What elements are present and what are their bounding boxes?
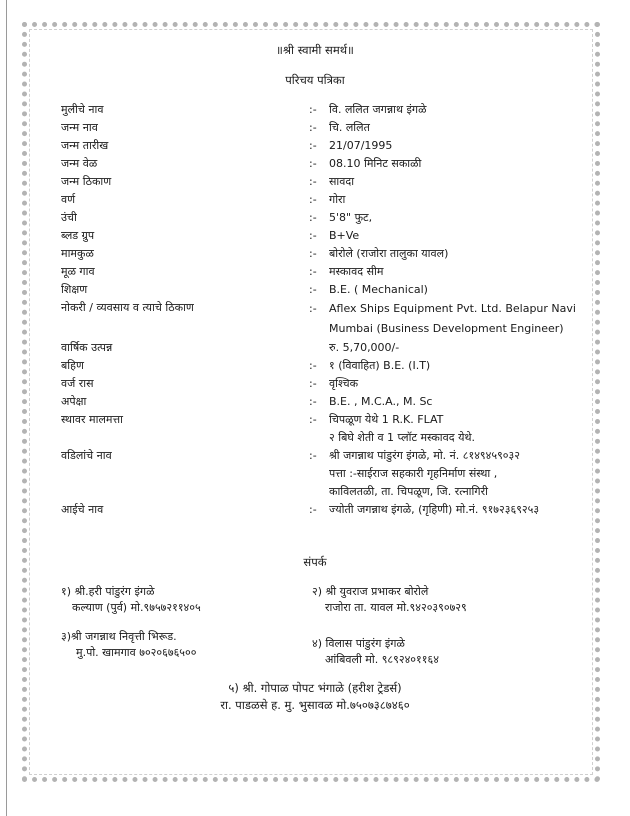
contact-5-details: रा. पाडळसे ह. मु. भुसावळ मो.७५०७३८७४६० xyxy=(220,698,410,712)
contact-4-details: आंबिवली मो. ९८९२४०११६४ xyxy=(325,653,439,666)
field-separator: :- xyxy=(309,193,317,206)
contact-5-name: ५) श्री. गोपाळ पोपट भंगाळे (हरीश ट्रेडर्स) xyxy=(228,681,402,695)
field-value-education: B.E. ( Mechanical) xyxy=(329,283,428,296)
field-value-maternal-family: बोरोले (राजोरा तालुका यावल) xyxy=(329,247,449,260)
field-separator: :- xyxy=(309,229,317,242)
field-label-occupation: नोकरी / व्यवसाय व त्याचे ठिकाण xyxy=(61,301,194,314)
invocation-heading: ॥श्री स्वामी समर्थ॥ xyxy=(276,43,354,57)
field-value-native-place: मस्कावद सीम xyxy=(329,265,384,278)
field-value-birth-time: 08.10 मिनिट सकाळी xyxy=(329,157,422,170)
document-title: परिचय पत्रिका xyxy=(285,73,345,87)
field-value-blood-group: B+Ve xyxy=(329,229,360,242)
contact-3-name: ३)श्री जगन्नाथ निवृत्ती भिरूड. xyxy=(61,630,177,643)
contact-3-details: मु.पो. खामगाव ७०२०६७६५०० xyxy=(76,646,197,659)
contact-2-name: २) श्री युवराज प्रभाकर बोरोले xyxy=(312,585,429,598)
field-separator: :- xyxy=(309,265,317,278)
field-label-mother-name: आईचे नाव xyxy=(61,503,104,516)
field-value-expectations: B.E. , M.C.A., M. Sc xyxy=(329,395,433,408)
field-label-height: उंची xyxy=(61,211,77,224)
field-separator: :- xyxy=(309,211,317,224)
field-value-bride-name: वि. ललित जगन्नाथ इंगळे xyxy=(329,103,427,116)
field-separator: :- xyxy=(309,175,317,188)
field-label-annual-income: वार्षिक उत्पन्न xyxy=(61,341,113,354)
field-label-education: शिक्षण xyxy=(61,283,88,296)
field-separator: :- xyxy=(309,377,317,390)
page-left-edge xyxy=(0,0,7,816)
field-value-property-line1: चिपळूण येथे 1 R.K. FLAT xyxy=(329,413,444,426)
field-label-native-place: मूळ गाव xyxy=(61,265,95,278)
field-value-annual-income: रु. 5,70,000/- xyxy=(329,341,400,354)
field-separator: :- xyxy=(309,157,317,170)
contact-1-details: कल्याण (पुर्व) मो.९७५७२११४०५ xyxy=(72,601,201,614)
field-label-blood-group: ब्लड ग्रुप xyxy=(61,229,95,242)
field-value-father-line2: पत्ता :-साईराज सहकारी गृहनिर्माण संस्था , xyxy=(329,467,498,480)
field-separator: :- xyxy=(309,413,317,426)
field-label-bride-name: मुलीचे नाव xyxy=(61,103,104,116)
field-label-maternal-family: मामकुळ xyxy=(61,247,94,260)
contact-1-name: १) श्री.हरी पांडुरंग इंगळे xyxy=(61,585,155,598)
field-separator: :- xyxy=(309,359,317,372)
field-separator: :- xyxy=(309,283,317,296)
field-separator: :- xyxy=(309,449,317,462)
field-label-complexion: वर्ण xyxy=(61,193,76,206)
field-value-birth-place: सावदा xyxy=(329,175,355,188)
field-value-father-line1: श्री जगन्नाथ पांडुरंग इंगळे, मो. नं. ८१४९४५९०३२ xyxy=(329,449,520,462)
field-separator: :- xyxy=(309,121,317,134)
field-label-birth-name: जन्म नाव xyxy=(61,121,98,134)
field-separator: :- xyxy=(309,302,317,315)
field-value-mother-name: ज्योती जगन्नाथ इंगळे, (गृहिणी) मो.नं. ९१७२३६९२५३ xyxy=(329,503,540,516)
field-value-sister: १ (विवाहित) B.E. (I.T) xyxy=(329,359,431,372)
field-value-excluded-rashi: वृश्चिक xyxy=(329,377,359,390)
field-separator: :- xyxy=(309,247,317,260)
field-label-expectations: अपेक्षा xyxy=(61,395,87,408)
field-value-property-line2: २ बिघे शेती व 1 प्लॉट मस्कावद येथे. xyxy=(329,431,475,444)
field-separator: :- xyxy=(309,103,317,116)
field-separator: :- xyxy=(309,395,317,408)
field-value-complexion: गोरा xyxy=(329,193,346,206)
field-separator: :- xyxy=(309,139,317,152)
field-label-excluded-rashi: वर्ज रास xyxy=(61,377,94,390)
field-value-occupation-line1: Aflex Ships Equipment Pvt. Ltd. Belapur Navi xyxy=(329,302,576,315)
contact-heading: संपर्क xyxy=(303,555,327,569)
field-value-birth-name: चि. ललित xyxy=(329,121,370,134)
field-label-birth-time: जन्म वेळ xyxy=(61,157,98,170)
field-label-birth-place: जन्म ठिकाण xyxy=(61,175,112,188)
contact-2-details: राजोरा ता. यावल मो.९४२०३९०७२९ xyxy=(325,601,467,614)
field-value-birth-date: 21/07/1995 xyxy=(329,139,393,152)
field-label-birth-date: जन्म तारीख xyxy=(61,139,109,152)
field-value-father-line3: काविलतळी, ता. चिपळूण, जि. रत्नागिरी xyxy=(329,485,488,498)
field-label-father-name: वडिलांचे नाव xyxy=(61,449,112,462)
field-value-occupation-line2: Mumbai (Business Development Engineer) xyxy=(329,322,564,335)
field-label-property: स्थावर मालमत्ता xyxy=(61,413,123,426)
field-label-sister: बहिण xyxy=(61,359,84,372)
field-separator: :- xyxy=(309,503,317,516)
field-value-height: 5'8" फुट, xyxy=(329,211,373,224)
contact-4-name: ४) विलास पांडुरंग इंगळे xyxy=(312,637,405,650)
